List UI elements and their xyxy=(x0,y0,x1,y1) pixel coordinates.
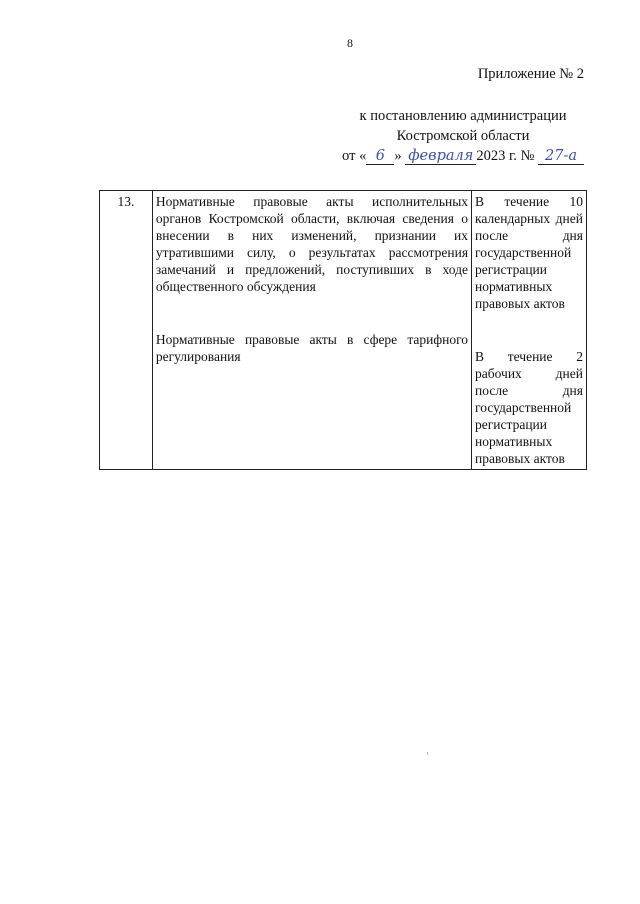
page-number: 8 xyxy=(347,36,353,50)
item-description-1: Нормативные правовые акты исполнительных органов Костромской области, включая сведения о внесении в них изменений, признании их утратившими силу, о результатах рассмотрения замечаний и предложений, поступивших в ходе общественного обсуждения xyxy=(155,194,469,294)
handwritten-month: февраля xyxy=(405,148,476,165)
description-cell xyxy=(152,191,471,470)
date-prefix: от « xyxy=(342,148,367,164)
item-term-1: В течение 10 календарных дней после дня государственной регистрации нормативных правовых актов xyxy=(475,194,583,311)
date-year: 2023 г. № xyxy=(476,148,535,164)
row-number: 13. xyxy=(100,191,153,470)
handwritten-day: 6 xyxy=(366,148,394,165)
document-date-line xyxy=(342,146,584,166)
table-row xyxy=(100,191,587,470)
item-description-2: Нормативные правовые акты в сфере тарифного регулирования xyxy=(155,332,469,364)
appendix-header xyxy=(342,64,584,166)
disclosure-table xyxy=(99,190,587,470)
date-close-quote: » xyxy=(394,148,402,164)
term-cell xyxy=(472,191,587,470)
handwritten-document-number: 27-а xyxy=(538,148,584,165)
region-name: Костромской области xyxy=(396,128,530,144)
scan-artifact xyxy=(427,752,428,755)
resolution-reference: к постановлению администрации xyxy=(359,108,567,124)
appendix-title: Приложение № 2 xyxy=(477,66,584,82)
item-term-2: В течение 2 рабочих дней после дня государственной регистрации нормативных правовых актов xyxy=(475,349,583,466)
